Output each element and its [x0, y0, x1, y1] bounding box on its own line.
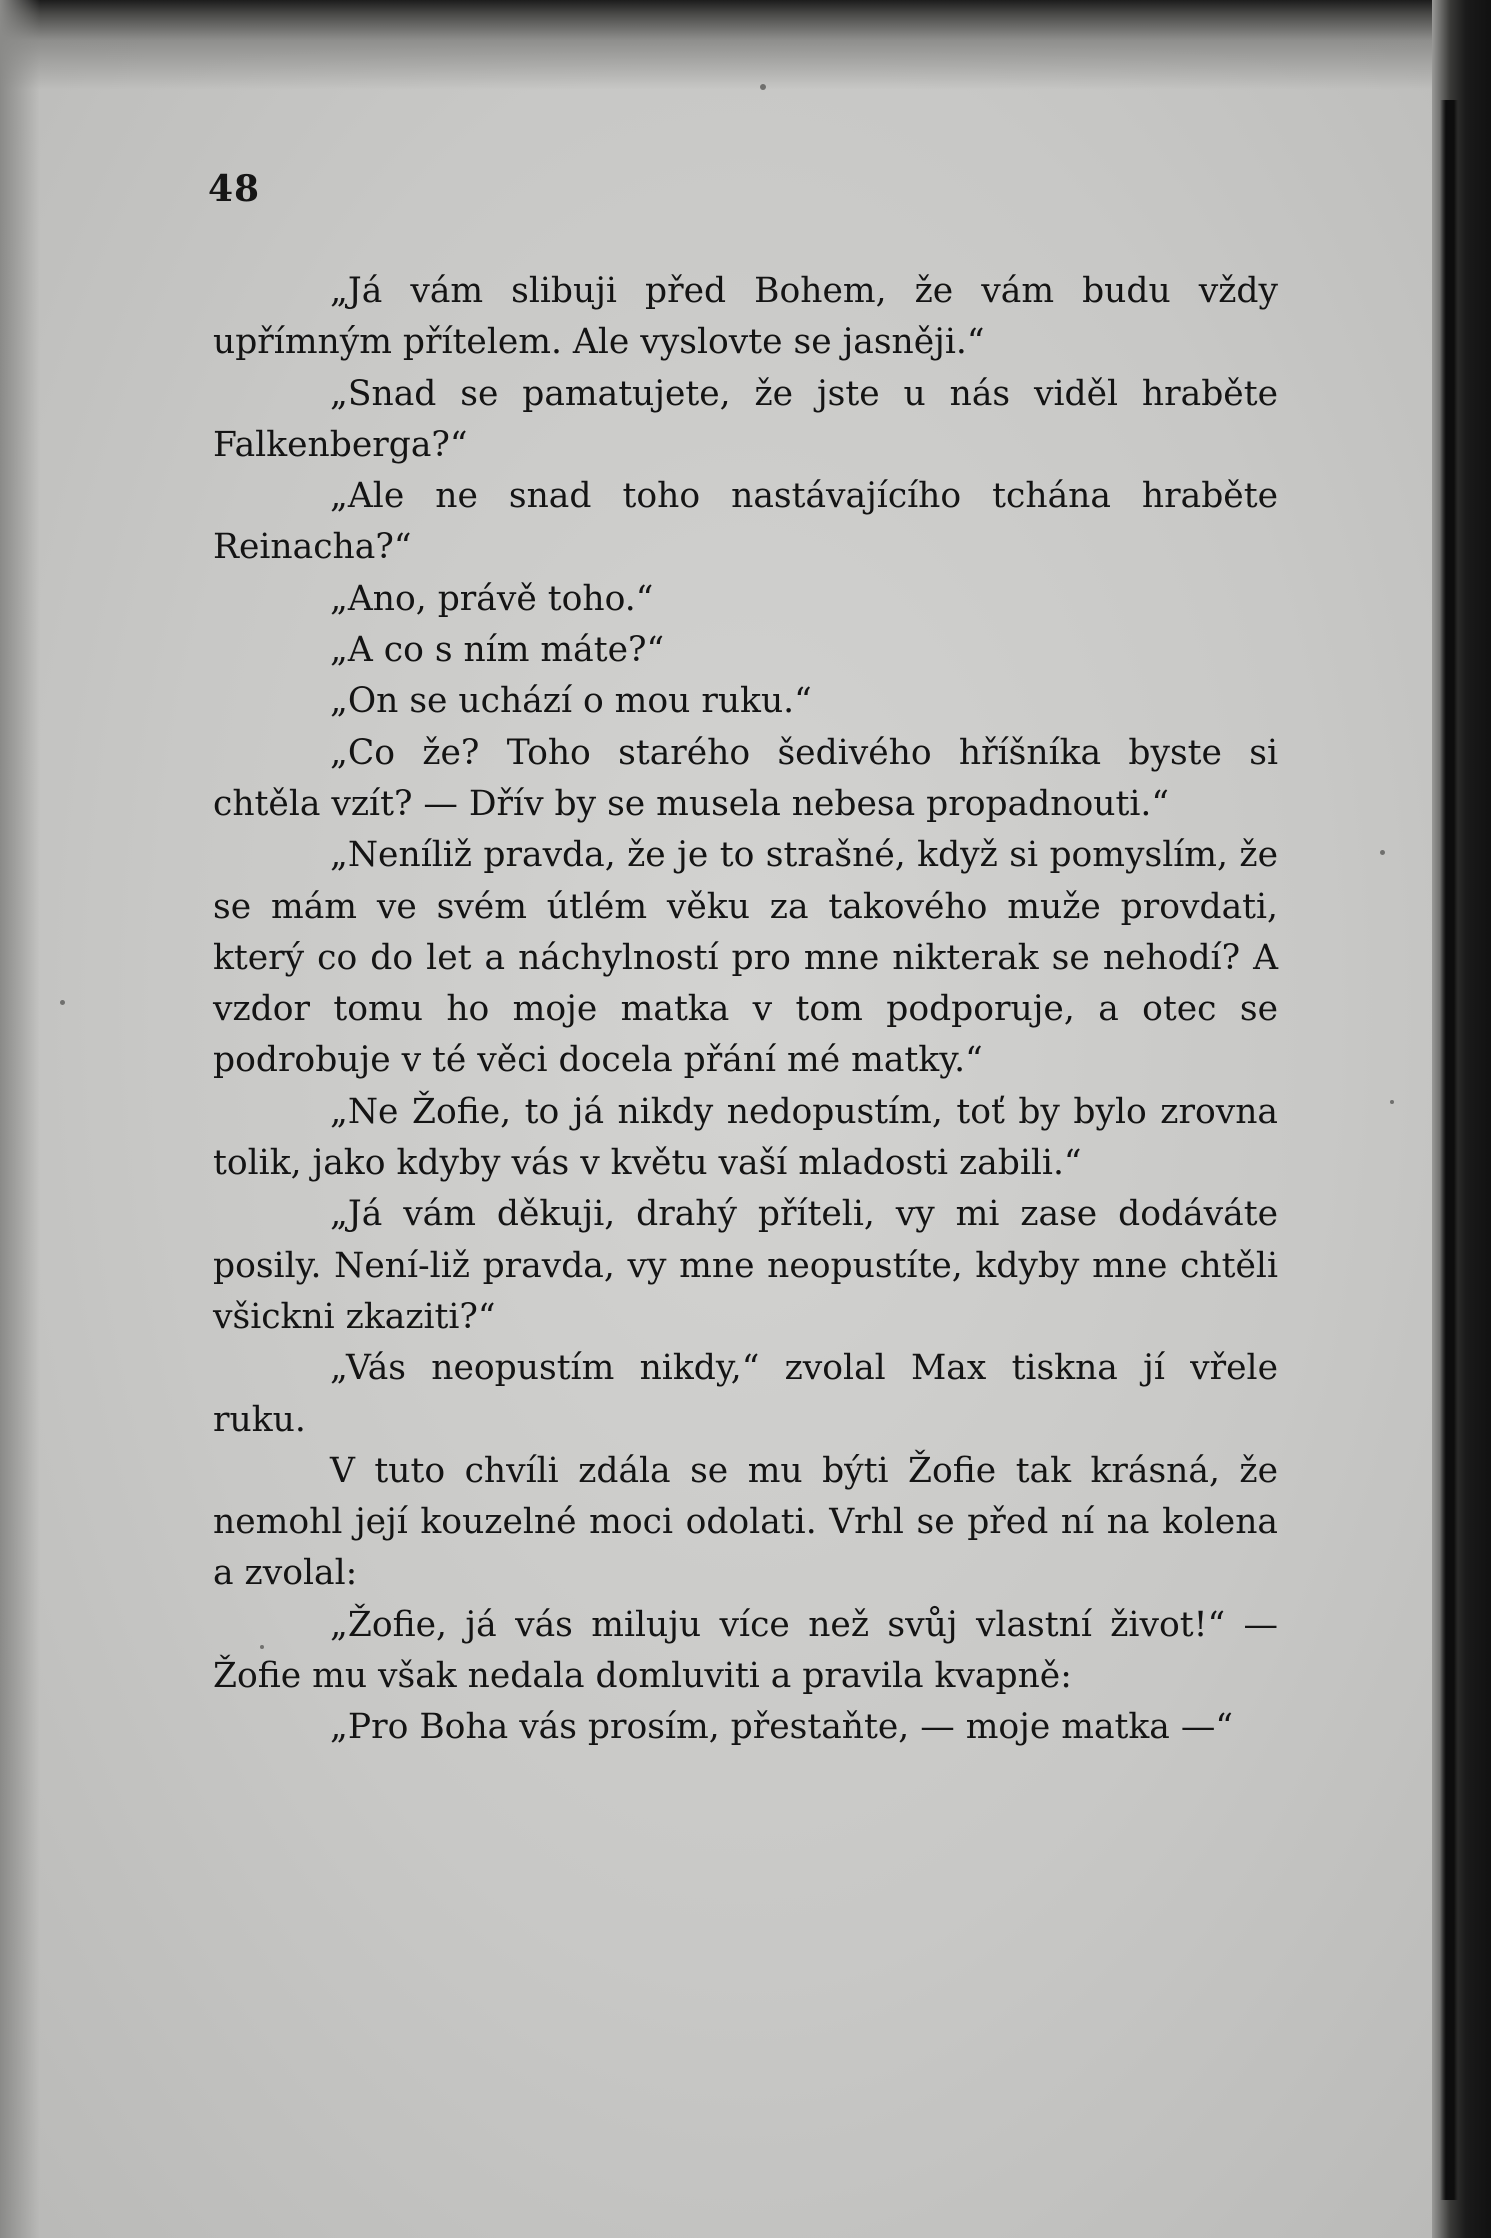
paragraph: „On se uchází o mou ruku.“ — [330, 681, 812, 722]
scan-top-shadow — [0, 0, 1491, 90]
scan-speck — [1390, 1100, 1394, 1104]
paragraph: „Ano, právě toho.“ — [330, 578, 654, 619]
scan-speck — [1380, 850, 1385, 855]
paragraph: „Já vám slibuji před Bohem, že vám budu vždy upřímným přítelem. Ale vyslovte se jasněji.“ — [213, 271, 1278, 363]
scan-speck — [760, 84, 766, 90]
scan-left-shadow — [0, 0, 40, 2238]
page-number: 48 — [208, 168, 261, 210]
scan-speck — [60, 1000, 65, 1005]
body-text — [213, 266, 1278, 1754]
paragraph: „Ne Žofie, to já nikdy nedopustím, toť by bylo zrovna tolik, jako kdyby vás v květu vaší mladosti zabili.“ — [213, 1091, 1278, 1184]
paragraph: „A co s ním máte?“ — [330, 630, 665, 671]
book-binding-edge — [1440, 100, 1458, 2200]
paragraph: „Co že? Toho starého šedivého hříšníka byste si chtěla vzít? — Dřív by se musela nebesa propadnouti.“ — [213, 732, 1278, 824]
paragraph: „Já vám děkuji, drahý příteli, vy mi zase dodáváte posily. Není-liž pravda, vy mne neopustíte, kdyby mne chtěli všickni zkaziti?“ — [213, 1194, 1278, 1337]
paragraph: „Neníliž pravda, že je to strašné, když si pomyslím, že se mám ve svém útlém věku za takového muže provdati, který co do let a náchylností pro mne nikterak se nehodí? A vzdor tomu ho moje matka v tom podporuje, a otec se podrobuje v té věci docela přání mé matky.“ — [213, 835, 1278, 1081]
paragraph: „Ale ne snad toho nastávajícího tchána hraběte Reinacha?“ — [213, 476, 1278, 568]
paragraph: „Vás neopustím nikdy,“ zvolal Max tiskna jí vřele ruku. — [213, 1348, 1278, 1440]
paragraph: V tuto chvíli zdála se mu býti Žofie tak krásná, že nemohl její kouzelné moci odolati. Vrhl se před ní na kolena a zvolal: — [213, 1450, 1278, 1594]
paragraph: „Snad se pamatujete, že jste u nás viděl hraběte Falkenberga?“ — [213, 373, 1278, 465]
paragraph: „Žofie, já vás miluju více než svůj vlastní život!“ — Žofie mu však nedala domluviti a pravila kvapně: — [213, 1604, 1278, 1697]
paragraph: „Pro Boha vás prosím, přestaňte, — moje matka —“ — [330, 1707, 1233, 1748]
